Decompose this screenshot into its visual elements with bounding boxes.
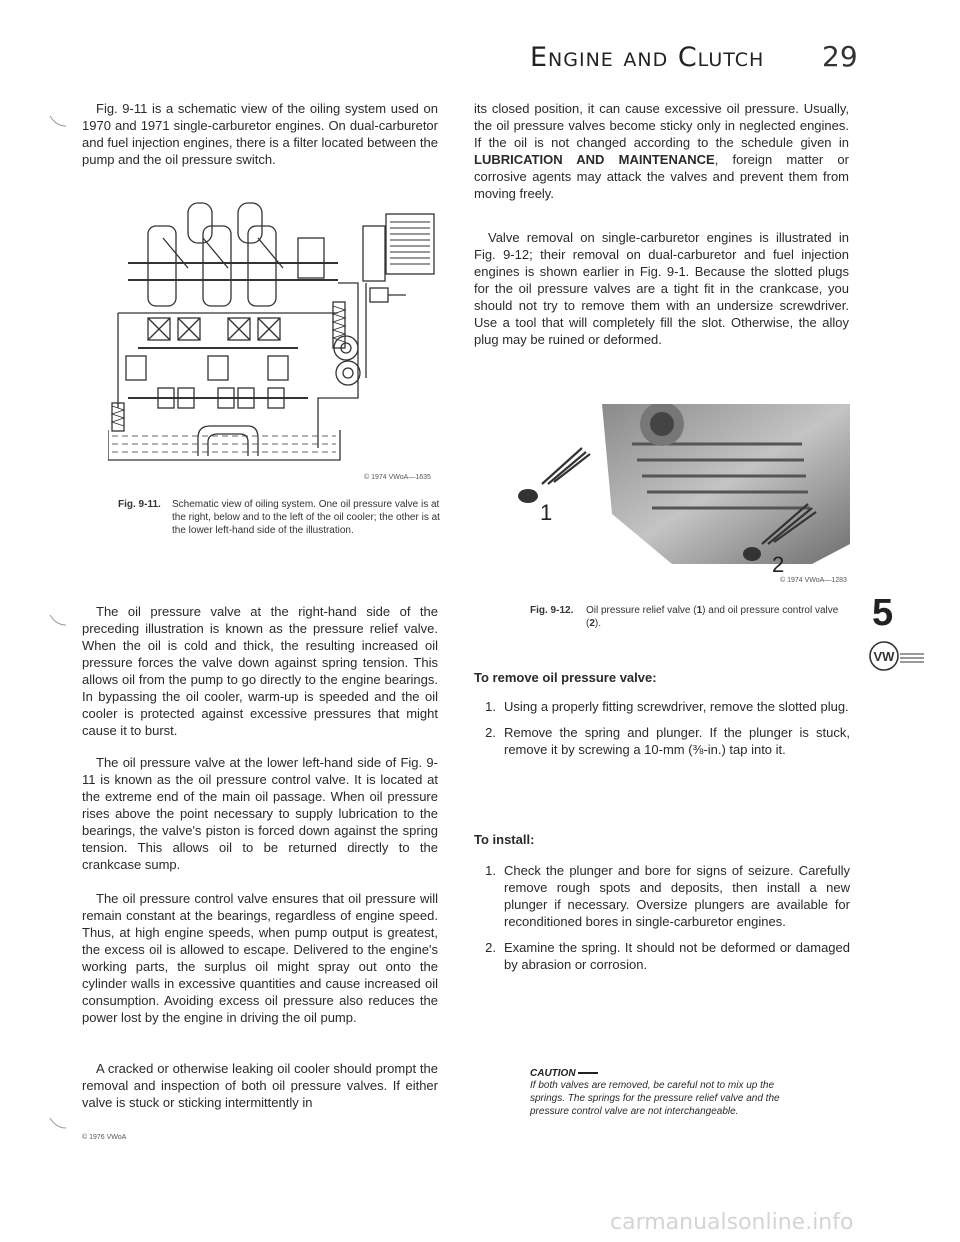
paragraph-constant-pressure: The oil pressure control valve ensures that oil pressure will remain constant at the bearings, regardless of engine speed. Thus, at high engine speeds, when pump output is greatest, the excess oil is allowed to escape. Delivered to the engine's working parts, the surplus oil might spray out onto the cylinder walls in excessive quantities and cause increased oil consumption. Avoiding excess oil pressure also reduces the power lost by the engine in driving the oil pump. bbox=[82, 891, 438, 1025]
caption-num-1: 1 bbox=[696, 605, 703, 616]
caution-box bbox=[530, 1068, 800, 1118]
caption-num-2: 2 bbox=[589, 618, 595, 629]
paragraph-valve-removal: Valve removal on single-carburetor engines is illustrated in Fig. 9-12; their removal on dual-carburetor and fuel injection engines is shown earlier in Fig. 9-1. Because the slotted plugs for the oil pressure valves are a tight fit in the crankcase, you should not try to remove them with an undersize screwdriver. Use a tool that will completely fill the slot. Otherwise, the alloy plug may be ruined or deformed. bbox=[474, 230, 849, 347]
vw-logo-lettering: VW bbox=[873, 649, 895, 664]
remove-procedure-title: To remove oil pressure valve: bbox=[474, 670, 657, 685]
step-text: Check the plunger and bore for signs of seizure. Carefully remove rough spots and deposits, then install a new plunger if necessary. Oversize plungers are available for reconditioned bores in single-carburetor engines. bbox=[504, 863, 850, 929]
fig-9-11-credit: © 1974 VWoA—1635 bbox=[364, 474, 431, 481]
intro-paragraph: Fig. 9-11 is a schematic view of the oiling system used on 1970 and 1971 single-carburetor engines. On dual-carburetor and fuel injection engines, there is a filter located between the pump and the oil pressure switch. bbox=[82, 101, 438, 167]
install-procedure-title: To install: bbox=[474, 832, 535, 847]
para1-bold-ref: LUBRICATION AND MAINTENANCE bbox=[474, 152, 715, 167]
caution-rule bbox=[578, 1072, 598, 1074]
install-step-1 bbox=[474, 862, 850, 930]
para1-start: its closed position, it can cause excessive oil pressure. Usually, the oil pressure valves become sticky only in neglected engines. If the oil is not changed according to the schedule given in bbox=[474, 101, 849, 150]
callout-2: 2 bbox=[772, 552, 785, 577]
install-step-2 bbox=[474, 939, 850, 973]
section-tab-number: 5 bbox=[872, 592, 894, 634]
step-number: 1. bbox=[485, 863, 496, 878]
remove-step-2 bbox=[474, 724, 850, 758]
caption-part-c: ). bbox=[594, 618, 602, 629]
valve-removal-photo bbox=[512, 404, 850, 572]
fig-9-11-label: Fig. 9-11. bbox=[118, 499, 161, 510]
step-text: Remove the spring and plunger. If the plunger is stuck, remove it by screwing a 10-mm (⅜-in.) tap into it. bbox=[504, 725, 850, 757]
step-text: Examine the spring. It should not be deformed or damaged by abrasion or corrosion. bbox=[504, 940, 850, 972]
caution-title-text: CAUTION bbox=[530, 1068, 576, 1079]
caption-part-b: ) and oil pressure control valve ( bbox=[586, 605, 839, 629]
paragraph-leaking-cooler: A cracked or otherwise leaking oil cooler should prompt the removal and inspection of both oil pressure valves. If either valve is stuck or sticking intermittently in bbox=[82, 1061, 438, 1110]
caption-part-a: Oil pressure relief valve ( bbox=[586, 605, 697, 616]
oiling-system-schematic bbox=[108, 198, 448, 468]
step-number: 2. bbox=[485, 940, 496, 955]
para1-end: , foreign matter or corrosive agents may attack the valves and prevent them from moving freely. bbox=[474, 152, 849, 201]
remove-step-1 bbox=[474, 698, 850, 715]
install-steps-list bbox=[474, 862, 850, 973]
fig-9-12-credit: © 1974 VWoA—1283 bbox=[780, 577, 847, 584]
margin-marks bbox=[48, 100, 78, 1140]
vw-logo-icon bbox=[868, 640, 928, 674]
fig-9-11-caption bbox=[118, 498, 440, 537]
footer-credit: © 1976 VWoA bbox=[82, 1134, 127, 1141]
paragraph-sticky-valves bbox=[474, 100, 849, 202]
step-number: 2. bbox=[485, 725, 496, 740]
page-number: 29 bbox=[822, 40, 858, 73]
step-number: 1. bbox=[485, 699, 496, 714]
watermark-text: carmanualsonline.info bbox=[610, 1210, 854, 1235]
paragraph-control-valve: The oil pressure valve at the lower left-hand side of Fig. 9-11 is known as the oil pressure control valve. It is located at the extreme end of the main oil passage. When oil pressure rises above the point necessary to supply lubrication to the bearings, the valve's piston is forced down against the spring tension. This allows oil to be returned directly to the crankcase sump. bbox=[82, 755, 438, 872]
remove-steps-list bbox=[474, 698, 850, 758]
callout-1: 1 bbox=[540, 500, 553, 525]
caution-title bbox=[530, 1068, 800, 1079]
fig-9-12-caption bbox=[530, 604, 848, 630]
fig-9-12-caption-text bbox=[586, 604, 848, 630]
caution-text: If both valves are removed, be careful not to mix up the springs. The springs for the pressure relief valve and the pressure control valve are not interchangeable. bbox=[530, 1080, 780, 1117]
running-header-title: Engine and Clutch bbox=[530, 42, 765, 73]
fig-9-11-caption-text: Schematic view of oiling system. One oil pressure valve is at the right, below and to the left of the oil cooler; the other is at the lower left-hand side of the illustration. bbox=[172, 499, 440, 536]
fig-9-12-label: Fig. 9-12. bbox=[530, 605, 574, 616]
step-text: Using a properly fitting screwdriver, remove the slotted plug. bbox=[504, 699, 849, 714]
paragraph-relief-valve: The oil pressure valve at the right-hand side of the preceding illustration is known as the pressure relief valve. When the oil is cold and thick, the resulting increased oil pressure forces the valve down against spring tension. This allows oil from the pump to go directly to the engine bearings. In bypassing the oil cooler, warm-up is speeded and the oil cooler is protected against excessive pressures that might cause it to burst. bbox=[82, 604, 438, 738]
